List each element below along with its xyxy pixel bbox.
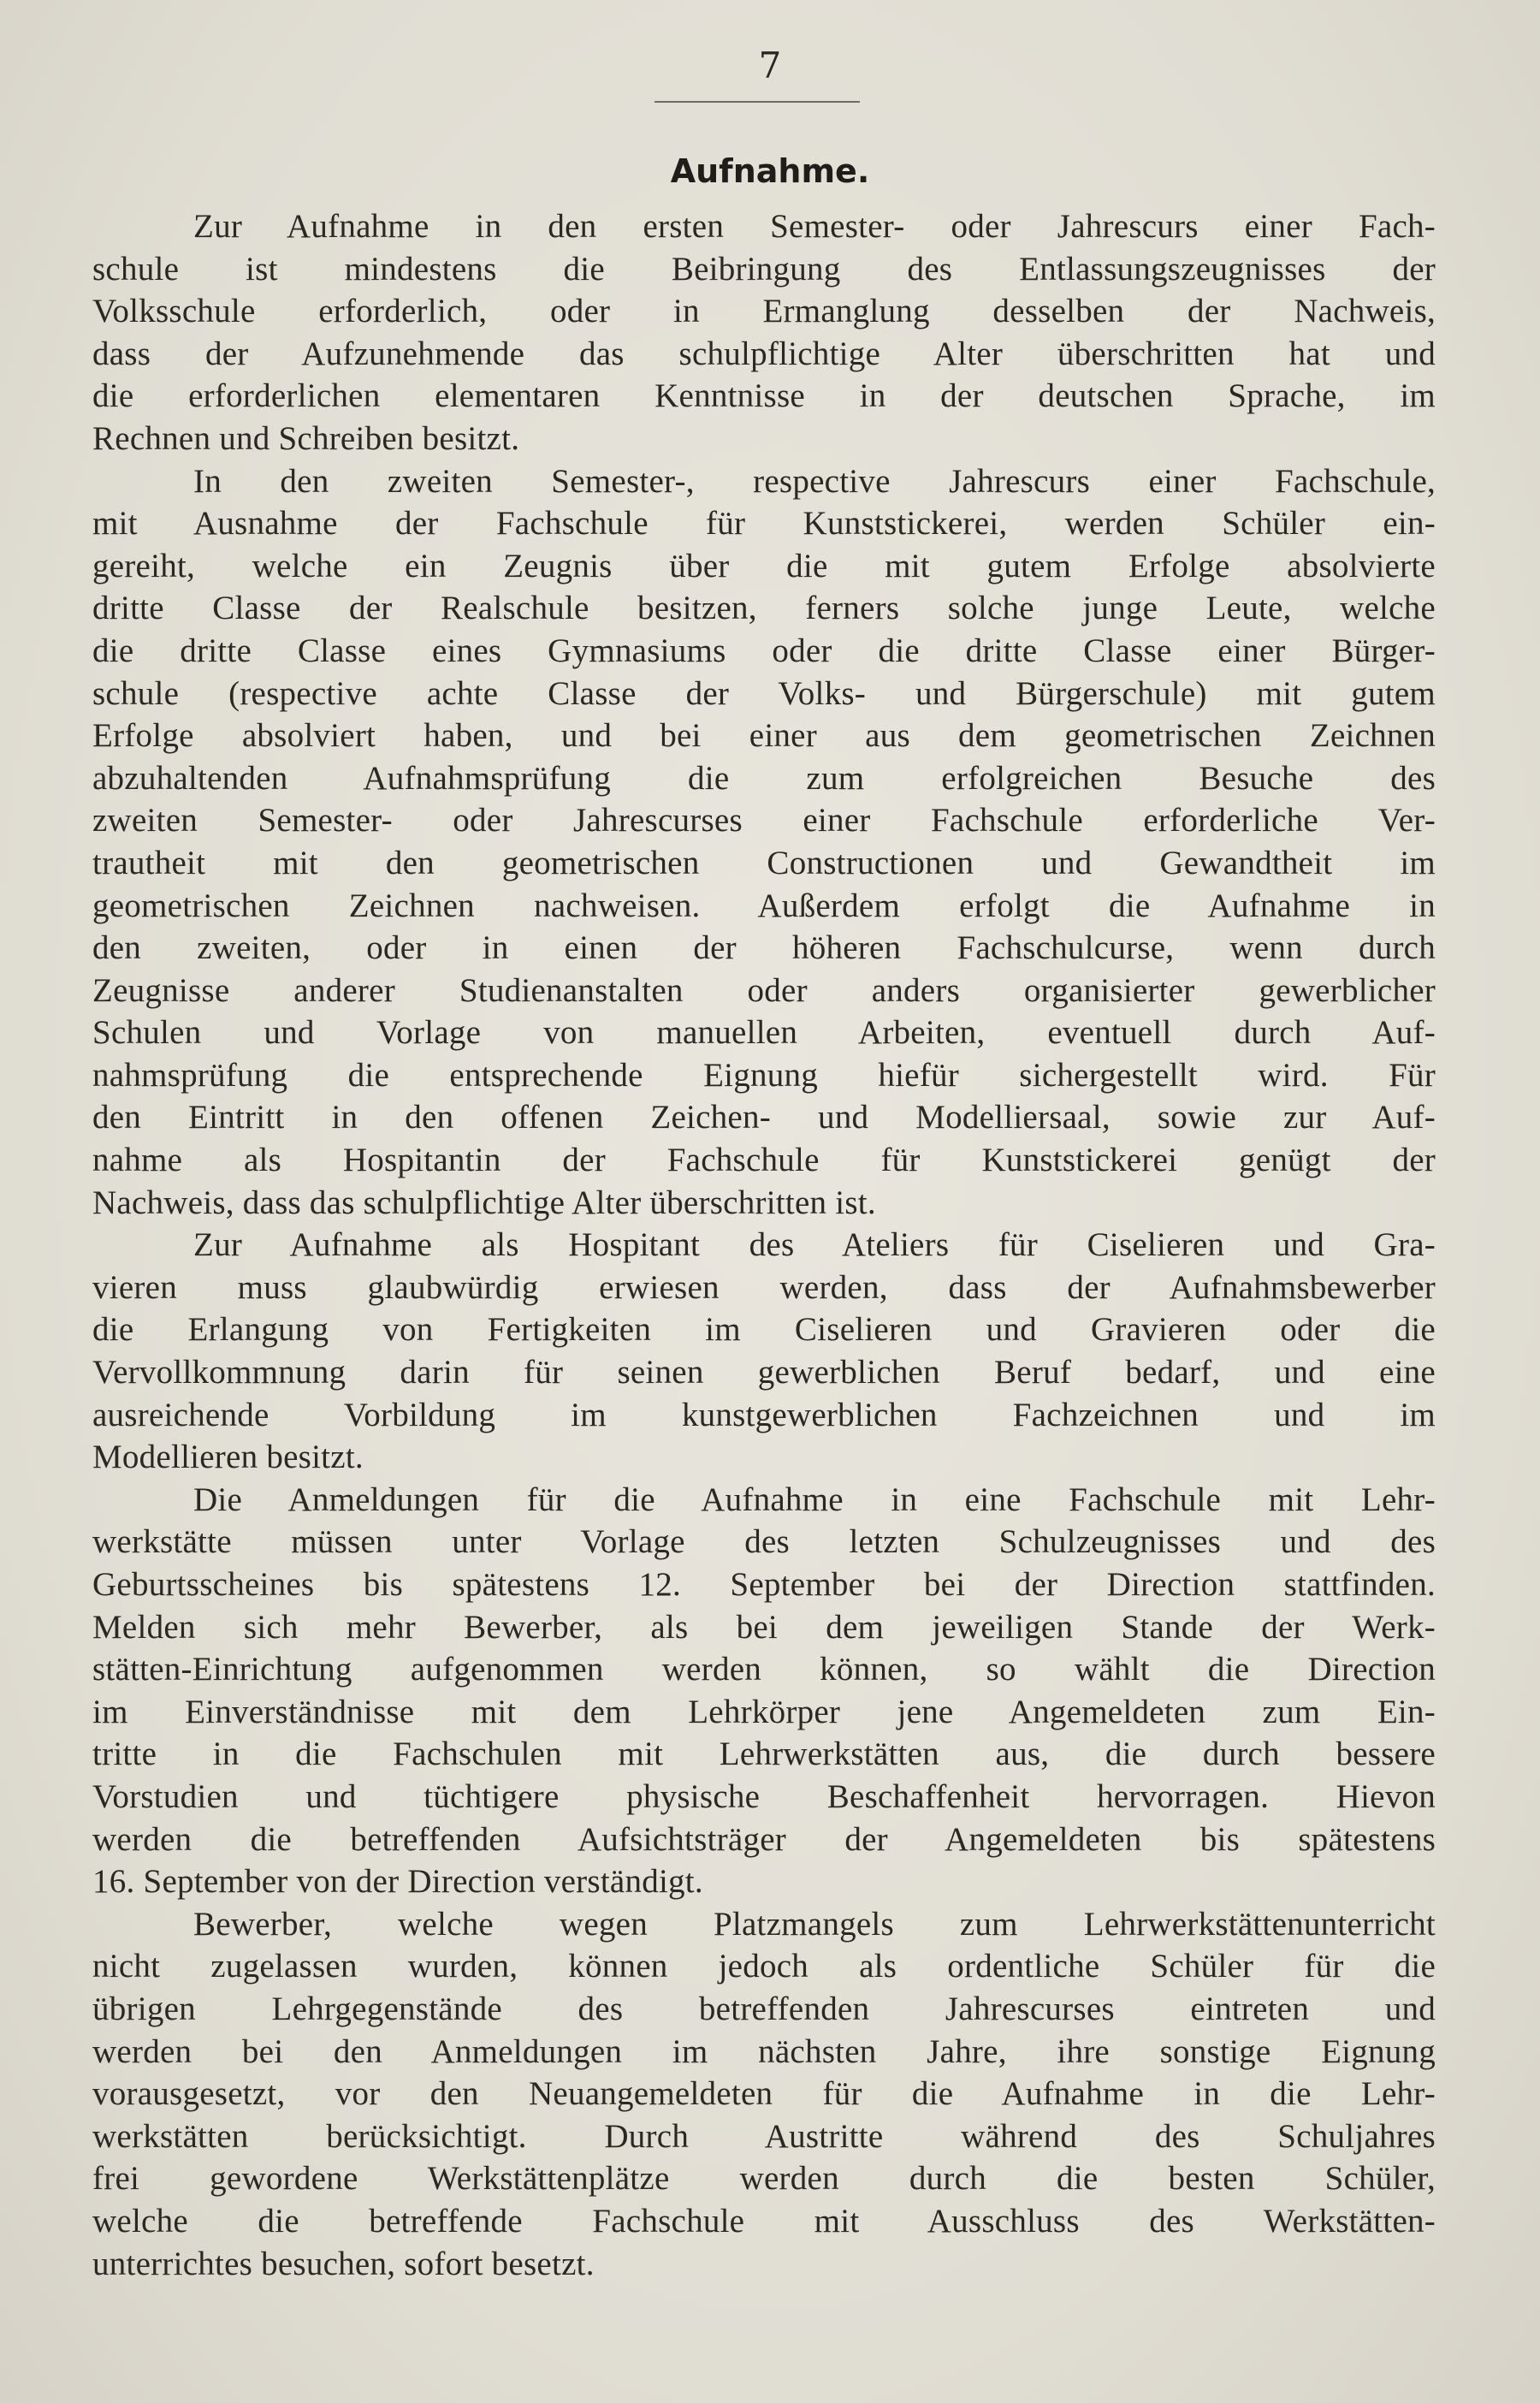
body-text [92, 205, 1436, 2285]
text-line: dritte Classe der Realschule besitzen, ferners solche junge Leute, welche [92, 590, 1436, 627]
text-line: tritte in die Fachschulen mit Lehrwerkstätten aus, die durch bessere [92, 1736, 1436, 1773]
text-line: Zeugnisse anderer Studienanstalten oder anders organisierter gewerblicher [92, 971, 1436, 1009]
text-line: Bewerber, welche wegen Platzmangels zum Lehrwerkstättenunterricht [193, 1905, 1436, 1943]
text-line: Vervollkommnung darin für seinen gewerblichen Beruf bedarf, und eine [92, 1354, 1436, 1391]
section-heading: Aufnahme. [670, 152, 870, 190]
paragraph [92, 1903, 1436, 2285]
text-line: übrigen Lehrgegenstände des betreffenden Jahrescurses eintreten und [92, 1990, 1436, 2027]
paragraph [92, 1479, 1436, 1903]
text-line: welche die betreffende Fachschule mit Ausschluss des Werkstätten- [92, 2202, 1436, 2240]
text-line: Modellieren besitzt. [92, 1439, 364, 1476]
text-line: zweiten Semester- oder Jahrescurses einer Fachschule erforderliche Ver- [92, 802, 1436, 840]
text-line: werden die betreffenden Aufsichtsträger der Angemeldeten bis spätestens [92, 1820, 1436, 1858]
text-line: Rechnen und Schreiben besitzt. [92, 419, 520, 457]
text-line: die Erlangung von Fertigkeiten im Ciselieren und Gravieren oder die [92, 1311, 1436, 1349]
text-line: die dritte Classe eines Gymnasiums oder die dritte Classe einer Bürger- [92, 632, 1436, 669]
text-line: werkstätten berücksichtigt. Durch Austritte während des Schuljahres [92, 2117, 1436, 2155]
text-line: schule (respective achte Classe der Volks- und Bürgerschule) mit gutem [92, 674, 1436, 712]
text-line: trautheit mit den geometrischen Constructionen und Gewandtheit im [92, 844, 1436, 881]
text-line: gereiht, welche ein Zeugnis über die mit gutem Erfolge absolvierte [92, 547, 1436, 584]
text-line: dass der Aufzunehmende das schulpflichtige Alter überschritten hat und [92, 335, 1436, 372]
text-line: vorausgesetzt, vor den Neuangemeldeten für die Aufnahme in die Lehr- [92, 2075, 1436, 2113]
text-line: nicht zugelassen wurden, können jedoch als ordentliche Schüler für die [92, 1948, 1436, 1985]
text-line: Die Anmeldungen für die Aufnahme in eine Fachschule mit Lehr- [193, 1480, 1436, 1518]
text-line: abzuhaltenden Aufnahmsprüfung die zum erfolgreichen Besuche des [92, 759, 1436, 797]
text-line: vieren muss glaubwürdig erwiesen werden, dass der Aufnahmsbewerber [92, 1268, 1436, 1306]
text-line: mit Ausnahme der Fachschule für Kunststickerei, werden Schüler ein- [92, 505, 1436, 543]
text-line: geometrischen Zeichnen nachweisen. Außerdem erfolgt die Aufnahme in [92, 887, 1436, 924]
text-line: stätten-Einrichtung aufgenommen werden können, so wählt die Direction [92, 1651, 1436, 1688]
text-line: Melden sich mehr Bewerber, als bei dem jeweiligen Stande der Werk- [92, 1608, 1436, 1646]
paragraph [92, 205, 1436, 460]
text-line: werden bei den Anmeldungen im nächsten Jahre, ihre sonstige Eignung [92, 2032, 1436, 2070]
page-number-rule [654, 101, 860, 103]
text-line: In den zweiten Semester-, respective Jahrescurs einer Fachschule, [193, 462, 1436, 500]
text-line: Schulen und Vorlage von manuellen Arbeiten, eventuell durch Auf- [92, 1014, 1436, 1052]
text-line: ausreichende Vorbildung im kunstgewerblichen Fachzeichnen und im [92, 1396, 1436, 1433]
text-line: Zur Aufnahme als Hospitant des Ateliers für Ciselieren und Gra- [193, 1226, 1436, 1264]
text-line: schule ist mindestens die Beibringung des Entlassungszeugnisses der [92, 250, 1436, 288]
text-line: Geburtsscheines bis spätestens 12. September bei der Direction stattfinden. [92, 1566, 1436, 1603]
text-line: die erforderlichen elementaren Kenntnisse in der deutschen Sprache, im [92, 377, 1436, 415]
text-line: den zweiten, oder in einen der höheren Fachschulcurse, wenn durch [92, 929, 1436, 967]
text-line: Erfolge absolviert haben, und bei einer aus dem geometrischen Zeichnen [92, 717, 1436, 755]
text-line: werkstätte müssen unter Vorlage des letzten Schulzeugnisses und des [92, 1523, 1436, 1561]
paragraph [92, 460, 1436, 1225]
text-line: frei gewordene Werkstättenplätze werden durch die besten Schüler, [92, 2160, 1436, 2198]
text-line: 16. September von der Direction verständigt. [92, 1863, 703, 1901]
text-line: unterrichtes besuchen, sofort besetzt. [92, 2245, 595, 2282]
text-line: im Einverständnisse mit dem Lehrkörper jene Angemeldeten zum Ein- [92, 1693, 1436, 1730]
text-line: Vorstudien und tüchtigere physische Beschaffenheit hervorragen. Hievon [92, 1777, 1436, 1815]
text-line: Nachweis, dass das schulpflichtige Alter überschritten ist. [92, 1184, 876, 1221]
text-line: nahme als Hospitantin der Fachschule für Kunststickerei genügt der [92, 1142, 1436, 1179]
text-line: Volksschule erforderlich, oder in Ermanglung desselben der Nachweis, [92, 293, 1436, 330]
text-line: den Eintritt in den offenen Zeichen- und Modelliersaal, sowie zur Auf- [92, 1099, 1436, 1136]
text-line: Zur Aufnahme in den ersten Semester- oder Jahrescurs einer Fach- [193, 208, 1436, 245]
page-number: 7 [758, 44, 782, 86]
paragraph [92, 1224, 1436, 1479]
text-line: nahmsprüfung die entsprechende Eignung hiefür sichergestellt wird. Für [92, 1056, 1436, 1094]
